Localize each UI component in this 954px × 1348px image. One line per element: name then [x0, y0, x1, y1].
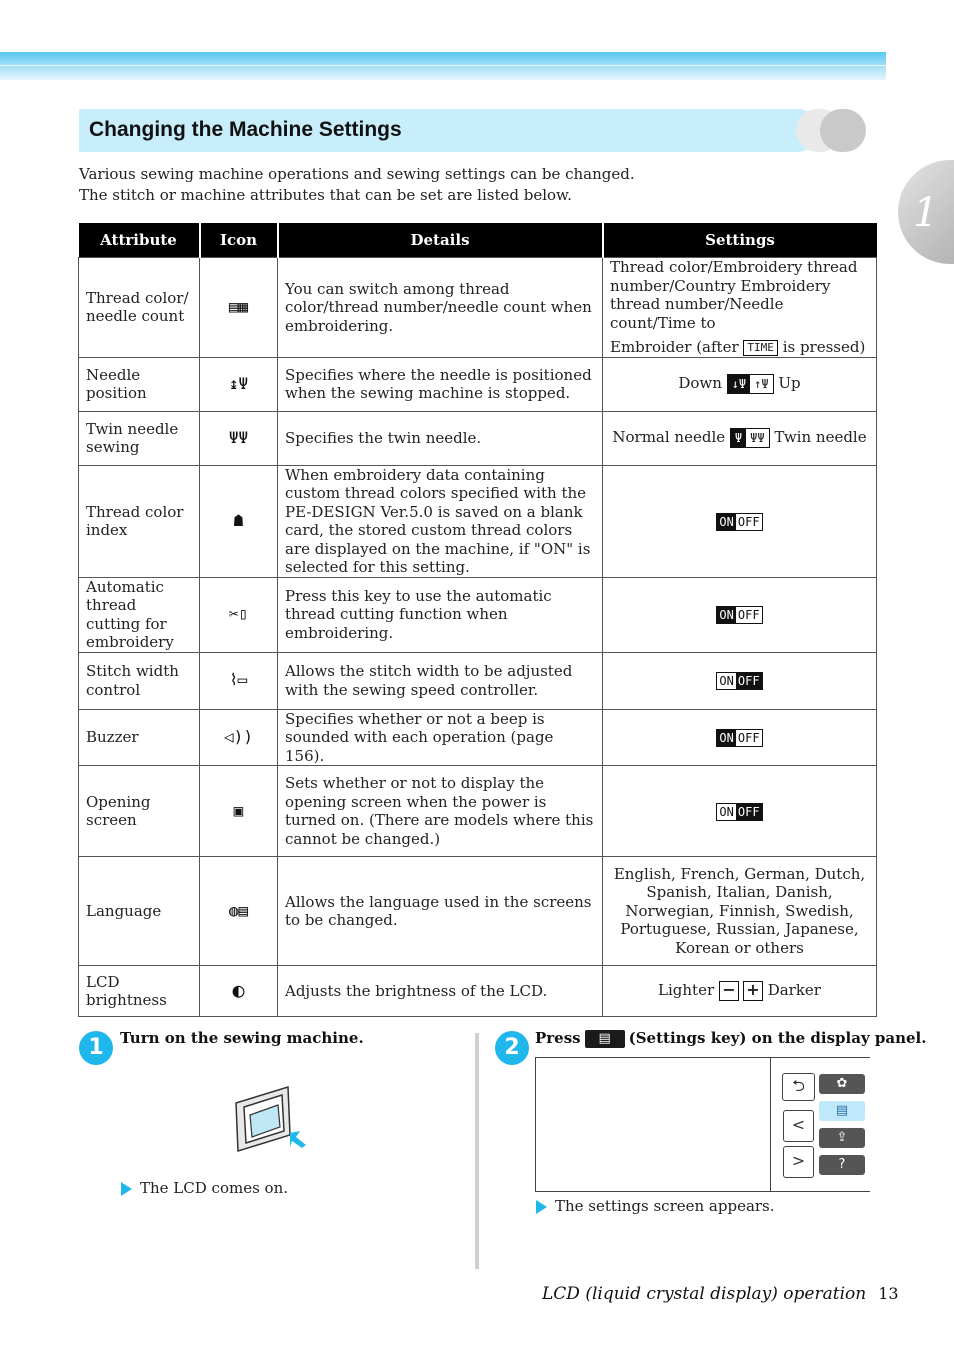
attribute-cell: Buzzer: [79, 709, 200, 766]
settings-cell: [603, 577, 877, 652]
table-row: [79, 652, 877, 709]
result-arrow-icon: [536, 1200, 547, 1214]
section-title: Changing the Machine Settings: [89, 118, 402, 141]
settings-left-label: Normal needle: [612, 428, 726, 446]
header-icon: Icon: [200, 223, 278, 258]
thread-index-icon: ☗: [233, 510, 244, 530]
header-settings: Settings: [603, 223, 877, 258]
attribute-cell: Opening screen: [79, 766, 200, 857]
buzzer-icon: ◁)): [224, 727, 253, 746]
attribute-cell: Thread color/ needle count: [79, 258, 200, 358]
next-page-button[interactable]: >: [783, 1146, 814, 1178]
settings-cell: [603, 465, 877, 577]
details-cell: Specifies the twin needle.: [278, 411, 603, 465]
table-row: [79, 357, 877, 411]
settings-cell: [603, 357, 877, 411]
table-row: [79, 709, 877, 766]
settings-text: Embroider (after: [610, 338, 739, 356]
thread-cutting-icon: ✂▯: [228, 604, 249, 624]
settings-right-label: Up: [778, 374, 801, 392]
memory-button[interactable]: ⇪: [819, 1128, 865, 1148]
settings-cell: [603, 652, 877, 709]
attribute-cell: Language: [79, 857, 200, 966]
plus-icon: +: [743, 981, 763, 1001]
table-header-row: [79, 223, 877, 258]
settings-cell: English, French, German, Dutch, Spanish, Italian, Danish, Norwegian, Finnish, Swedish, Portuguese, Russian, Japanese, Korean or others: [603, 857, 877, 966]
settings-text: is pressed): [782, 338, 866, 356]
stitch-width-icon: ⌇▭: [229, 670, 248, 690]
on-off-switch-icon: ON OFF: [716, 606, 762, 624]
column-divider: [475, 1033, 479, 1269]
header-attribute: Attribute: [79, 223, 200, 258]
attribute-cell: Needle position: [79, 357, 200, 411]
settings-cell: [603, 411, 877, 465]
settings-table: [78, 223, 877, 1017]
needle-position-toggle-icon: ↓Ψ ↑Ψ: [727, 374, 774, 394]
step-text: Turn on the sewing machine.: [120, 1029, 364, 1047]
attribute-cell: Automatic thread cutting for embroidery: [79, 577, 200, 652]
details-cell: Specifies whether or not a beep is sounded with each operation (page 156).: [278, 709, 603, 766]
header-band: [0, 52, 886, 80]
header-details: Details: [278, 223, 603, 258]
details-cell: Adjusts the brightness of the LCD.: [278, 966, 603, 1017]
chapter-number: 1: [913, 190, 939, 236]
step-result: The settings screen appears.: [536, 1197, 775, 1215]
on-off-switch-icon: ON OFF: [716, 729, 762, 747]
table-row: [79, 577, 877, 652]
details-cell: Specifies where the needle is positioned when the sewing machine is stopped.: [278, 357, 603, 411]
settings-right-label: Darker: [767, 981, 821, 999]
help-button[interactable]: ?: [819, 1155, 865, 1175]
attribute-cell: LCD brightness: [79, 966, 200, 1017]
table-row: [79, 411, 877, 465]
settings-cell: [603, 966, 877, 1017]
minus-icon: −: [719, 981, 739, 1001]
details-cell: Sets whether or not to display the opening screen when the power is turned on. (There are models where this cannot be changed.): [278, 766, 603, 857]
settings-text: Thread color/Embroidery thread number/Country Embroidery thread number/Needle count/Time to: [610, 258, 858, 332]
page-footer: [542, 1284, 899, 1304]
step-number: 1: [79, 1031, 113, 1065]
page-number: 13: [878, 1284, 899, 1303]
footer-title: LCD (liquid crystal display) operation: [542, 1284, 867, 1304]
settings-left-label: Lighter: [658, 981, 715, 999]
table-row: [79, 258, 877, 358]
details-cell: Press this key to use the automatic thread cutting function when embroidering.: [278, 577, 603, 652]
intro-line: Various sewing machine operations and sewing settings can be changed.: [79, 165, 635, 183]
attribute-cell: Twin needle sewing: [79, 411, 200, 465]
table-row: [79, 966, 877, 1017]
attribute-cell: Thread color index: [79, 465, 200, 577]
on-off-switch-icon: ON OFF: [716, 672, 762, 690]
twin-needle-icon: ΨΨ: [228, 427, 249, 447]
thread-color-icon: ▤▦: [228, 297, 249, 316]
step-result: The LCD comes on.: [121, 1179, 288, 1197]
section-pill-decoration: [820, 109, 866, 152]
lcd-screen: [535, 1057, 870, 1192]
opening-screen-icon: ▣: [233, 800, 244, 820]
step-text: Press ▤ (Settings key) on the display panel.: [535, 1029, 927, 1047]
power-switch-illustration: [230, 1085, 312, 1155]
needle-position-icon: ↨Ψ: [228, 373, 249, 393]
on-off-switch-icon: ON OFF: [716, 803, 762, 821]
intro-line: The stitch or machine attributes that can be set are listed below.: [79, 186, 572, 204]
settings-cell: [603, 709, 877, 766]
settings-left-label: Down: [678, 374, 722, 392]
settings-cell: [603, 258, 877, 358]
details-cell: You can switch among thread color/thread number/needle count when embroidering.: [278, 258, 603, 358]
settings-button[interactable]: ▤: [819, 1101, 865, 1121]
attribute-cell: Stitch width control: [79, 652, 200, 709]
back-button[interactable]: ⮌: [782, 1073, 815, 1101]
settings-cell: [603, 766, 877, 857]
step-number: 2: [495, 1031, 529, 1065]
details-cell: Allows the language used in the screens to be changed.: [278, 857, 603, 966]
time-key: TIME: [743, 340, 778, 356]
settings-key-icon: ▤: [585, 1030, 625, 1048]
details-cell: Allows the stitch width to be adjusted with the sewing speed controller.: [278, 652, 603, 709]
embroidery-button[interactable]: ✿: [819, 1074, 865, 1094]
prev-page-button[interactable]: <: [783, 1110, 814, 1142]
table-row: [79, 766, 877, 857]
language-icon: ◍▤: [228, 900, 249, 920]
table-row: [79, 465, 877, 577]
twin-needle-toggle-icon: Ψ ΨΨ: [730, 428, 770, 448]
result-arrow-icon: [121, 1182, 132, 1196]
settings-right-label: Twin needle: [774, 428, 867, 446]
details-cell: When embroidery data containing custom thread colors specified with the PE-DESIGN Ver.5.0 is saved on a blank card, the stored custom thread colors are displayed on the machine, if "ON" is selected for this setting.: [278, 465, 603, 577]
intro-text: [79, 164, 635, 206]
on-off-switch-icon: ON OFF: [716, 513, 762, 531]
table-row: [79, 857, 877, 966]
brightness-icon: ◐: [232, 977, 245, 1002]
